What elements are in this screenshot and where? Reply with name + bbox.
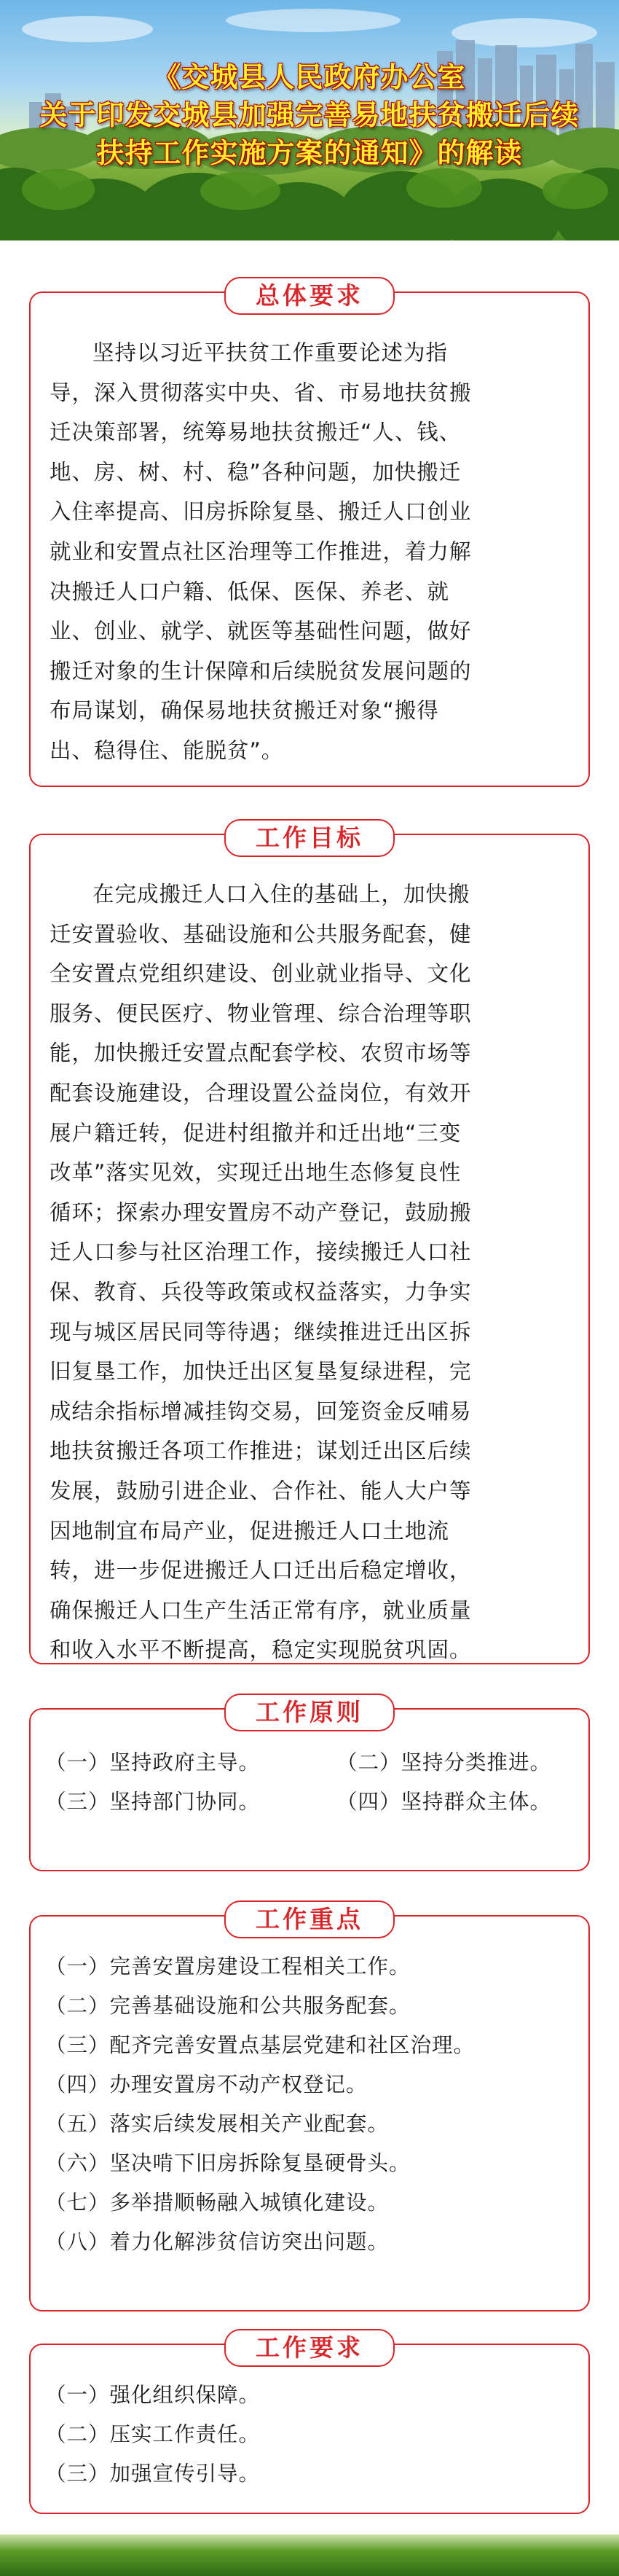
list-item: （八）着力化解涉贫信访突出问题。 — [45, 2230, 390, 2254]
text-line: 导，深入贯彻落实中央、省、市易地扶贫搬 — [50, 380, 472, 405]
list-item: （三）加强宣传引导。 — [45, 2462, 261, 2486]
text-line: 展户籍迁转，促进村组撤并和迁出地“三变 — [50, 1120, 462, 1146]
work-principles-grid — [45, 1743, 578, 1822]
list-item: （一）强化组织保障。 — [45, 2383, 261, 2407]
work-focus-title: 工作重点 — [224, 1900, 395, 1938]
text-line: 改革”落实见效，实现迁出地生态修复良性 — [50, 1160, 462, 1186]
text-line: 能，加快搬迁安置点配套学校、农贸市场等 — [50, 1041, 472, 1066]
work-principles-title: 工作原则 — [224, 1694, 395, 1731]
text-line: 就业和安置点社区治理等工作推进，着力解 — [50, 539, 472, 564]
text-line: 现与城区居民同等待遇；继续推进迁出区拆 — [50, 1319, 472, 1344]
list-item: （四）办理安置房不动产权登记。 — [45, 2072, 368, 2097]
text-line: 出、稳得住、能脱贫”。 — [50, 737, 284, 763]
work-requirements-list — [45, 2376, 577, 2494]
text-line: 配套设施建设，合理设置公益岗位，有效开 — [50, 1080, 472, 1105]
banner-title — [0, 58, 619, 172]
list-item: （二）完善基础设施和公共服务配套。 — [45, 1994, 411, 2018]
work-goals-card — [29, 823, 590, 1664]
text-line: 全安置点党组织建设、创业就业指导、文化 — [50, 961, 472, 987]
banner-title-line-1: 《交城县人民政府办公室 — [153, 61, 466, 93]
principle-item: （三）坚持部门协同。 — [45, 1790, 261, 1814]
text-line: 循环；探索办理安置房不动产登记，鼓励搬 — [50, 1199, 472, 1225]
text-line: 保、教育、兵役等政策或权益落实，力争实 — [50, 1279, 472, 1304]
list-item: （二）压实工作责任。 — [45, 2422, 261, 2446]
text-line: 成结余指标增减挂钩交易，回笼资金反哺易 — [50, 1398, 472, 1424]
overall-requirements-card — [29, 281, 590, 787]
text-line: 发展，鼓励引进企业、合作社、能人大户等 — [50, 1478, 472, 1503]
principle-item: （二）坚持分类推进。 — [336, 1750, 552, 1774]
text-line: 坚持以习近平扶贫工作重要论述为指 — [92, 340, 449, 365]
work-requirements-card — [29, 2333, 590, 2514]
work-focus-list — [45, 1947, 577, 2262]
text-line: 迁安置验收、基础设施和公共服务配套，健 — [50, 921, 472, 947]
work-principles-card — [29, 1698, 590, 1871]
list-item: （五）落实后续发展相关产业配套。 — [45, 2112, 390, 2136]
text-line: 决搬迁人口户籍、低保、医保、养老、就 — [50, 579, 450, 604]
text-line: 服务、便民医疗、物业管理、综合治理等职 — [50, 1001, 472, 1026]
text-line: 和收入水平不断提高，稳定实现脱贫巩固。 — [50, 1637, 472, 1663]
text-line: 地扶贫搬迁各项工作推进；谋划迁出区后续 — [50, 1438, 472, 1464]
header-banner — [0, 0, 619, 240]
work-requirements-title: 工作要求 — [224, 2329, 395, 2367]
banner-title-line-2: 关于印发交城县加强完善易地扶贫搬迁后续 — [39, 99, 580, 131]
overall-requirements-title: 总体要求 — [224, 277, 395, 315]
list-item: （七）多举措顺畅融入城镇化建设。 — [45, 2191, 390, 2215]
text-line: 地、房、树、村、稳”各种问题，加快搬迁 — [50, 459, 462, 485]
principle-item: （四）坚持群众主体。 — [336, 1790, 552, 1814]
text-line: 迁人口参与社区治理工作，接续搬迁人口社 — [50, 1240, 472, 1265]
text-line: 搬迁对象的生计保障和后续脱贫发展问题的 — [50, 658, 472, 684]
principles-row — [45, 1743, 578, 1782]
principles-row — [45, 1782, 578, 1822]
work-focus-card — [29, 1905, 590, 2311]
footer-grass-band — [0, 2534, 619, 2576]
list-item: （三）配齐完善安置点基层党建和社区治理。 — [45, 2033, 476, 2057]
work-goals-text — [50, 874, 572, 1670]
principle-item: （一）坚持政府主导。 — [45, 1750, 261, 1774]
text-line: 业、创业、就学、就医等基础性问题，做好 — [50, 619, 472, 644]
text-line: 转，进一步促进搬迁人口迁出后稳定增收， — [50, 1558, 472, 1583]
list-item: （一）完善安置房建设工程相关工作。 — [45, 1954, 411, 1978]
list-item: （六）坚决啃下旧房拆除复垦硬骨头。 — [45, 2151, 411, 2175]
work-goals-title: 工作目标 — [224, 819, 395, 857]
banner-title-line-3: 扶持工作实施方案的通知》的解读 — [96, 137, 523, 169]
text-line: 布局谋划，确保易地扶贫搬迁对象“搬得 — [50, 698, 439, 724]
text-line: 入住率提高、旧房拆除复垦、搬迁人口创业 — [50, 499, 472, 525]
text-line: 旧复垦工作，加快迁出区复垦复绿进程，完 — [50, 1359, 472, 1385]
text-line: 迁决策部署，统筹易地扶贫搬迁“人、钱、 — [50, 420, 462, 445]
text-line: 确保搬迁人口生产生活正常有序，就业质量 — [50, 1597, 472, 1623]
text-line: 因地制宜布局产业，促进搬迁人口土地流 — [50, 1518, 450, 1543]
text-line: 在完成搬迁人口入住的基础上，加快搬 — [92, 882, 470, 907]
overall-requirements-text — [50, 333, 572, 771]
